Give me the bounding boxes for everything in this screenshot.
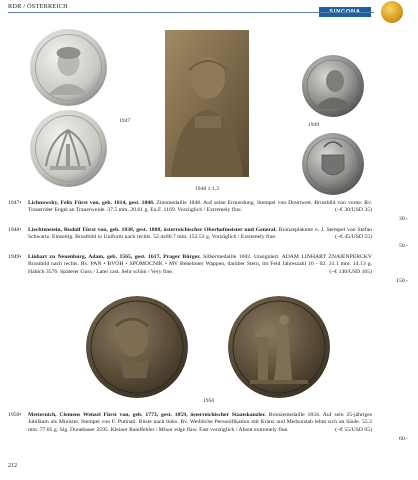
- lot-description: [28, 200, 372, 215]
- lot-text: Silbermedaille 1602. Unsigniert. ADAM LINHART ZNAIENPERCKV Brustbild nach rechts. Rv. PAN • BVOH • SPOMOCNIK • MV Behelmter Wappen, darüber Stern, im Feld Jahreszahl 16 - 02. 31.1 mm. 14.13 g. Habich 3576. Späterer Guss / Later cast. Sehr schön / Very fine.: [28, 254, 372, 275]
- lot-text: Zinnmedaille 1848. Auf seine Ermordung. Stempel von Drentwett. Brustbild von vorne. Rv. Trauernder Engel an Trauerweide. 37.5 mm. 20.61 g. Eu.F. 1169. Vorzüglich / Extremely fine.: [28, 200, 373, 214]
- lot-description: [28, 254, 372, 276]
- lot-estimate: (~€ 55/USD 65): [335, 426, 372, 433]
- lot-entry-1947: [8, 200, 408, 223]
- caption-1947: 1947: [119, 118, 131, 124]
- lot-1948-plaque-image: [165, 30, 249, 177]
- lot-price: 150.-: [396, 277, 408, 284]
- lot-description: [28, 412, 372, 434]
- lot-price: 30.-: [398, 215, 408, 222]
- lot-1947-obverse-image: [30, 29, 107, 106]
- page-number: 212: [8, 463, 17, 469]
- caption-1948: 1948 1:1,3: [195, 186, 219, 192]
- lot-description: [28, 227, 372, 242]
- lot-entry-1948: [8, 227, 408, 250]
- caption-1950: 1950: [203, 398, 215, 404]
- lot-number: 1948•: [8, 227, 22, 233]
- caption-1949: 1949: [308, 122, 320, 128]
- lot-estimate: (~€ 140/USD 165): [329, 268, 372, 275]
- lot-1949-reverse-image: [302, 133, 364, 195]
- lot-entry-1950: [8, 412, 408, 443]
- lot-heading: Lichnowsky, Felix Fürst von, geb. 1814, gest. 1848.: [28, 200, 155, 206]
- running-header-title: RDR / ÖSTERREICH: [8, 3, 68, 10]
- lot-text: Bronzeplakette o. J. Stempel von Stefan Schwartz. Einseitig. Brustbild in Uniform nach rechts. 52.4x80.7 mm. 152.53 g. Vorzüglich / Extremely fine.: [28, 227, 372, 241]
- lot-number: 1949•: [8, 254, 22, 260]
- lot-heading: Liechtenstein, Rudolf Fürst von, geb. 1838, gest. 1888, österreichischer Oberhofmeister und General.: [28, 227, 277, 233]
- lot-price: 60.-: [398, 435, 408, 442]
- header-rule: [8, 12, 374, 13]
- lot-number: 1947•: [8, 200, 22, 206]
- lot-heading: Metternich, Clemens Wenzel Fürst von, geb. 1773, gest. 1859, österreichischer Staatskanzler.: [28, 412, 266, 418]
- lot-1950-reverse-image: [228, 296, 330, 398]
- gold-coin-logo-icon: [381, 1, 403, 23]
- lot-estimate: (~€ 30/USD 35): [335, 207, 372, 214]
- lot-entry-1949: [8, 254, 408, 285]
- lot-number: 1950•: [8, 412, 22, 418]
- lot-text: Bronzemedaille 1834. Auf sein 25-jähriges Jubiläum als Minister. Stempel von F. Putinati. Büste nach links. Rv. Weibliche Personifikation mit Kranz und Merkurstab lehnt sich an Säule. 55.2 mm. 77.05 g. Slg. Donebauer 3595. Kleiner Randfehler / Minor edge flaw. Fast vorzüglich / About extremely fine.: [28, 412, 372, 433]
- lot-price: 50.-: [398, 242, 408, 249]
- lot-1949-obverse-image: [302, 55, 364, 117]
- lot-estimate: (~€ 45/USD 55): [335, 234, 372, 241]
- lot-1950-obverse-image: [86, 296, 188, 398]
- lot-1947-reverse-image: [30, 110, 107, 187]
- lot-heading: Linhart zu Neuenburg, Adam, geb. 1565, gest. 1617, Prager Bürger.: [28, 254, 201, 260]
